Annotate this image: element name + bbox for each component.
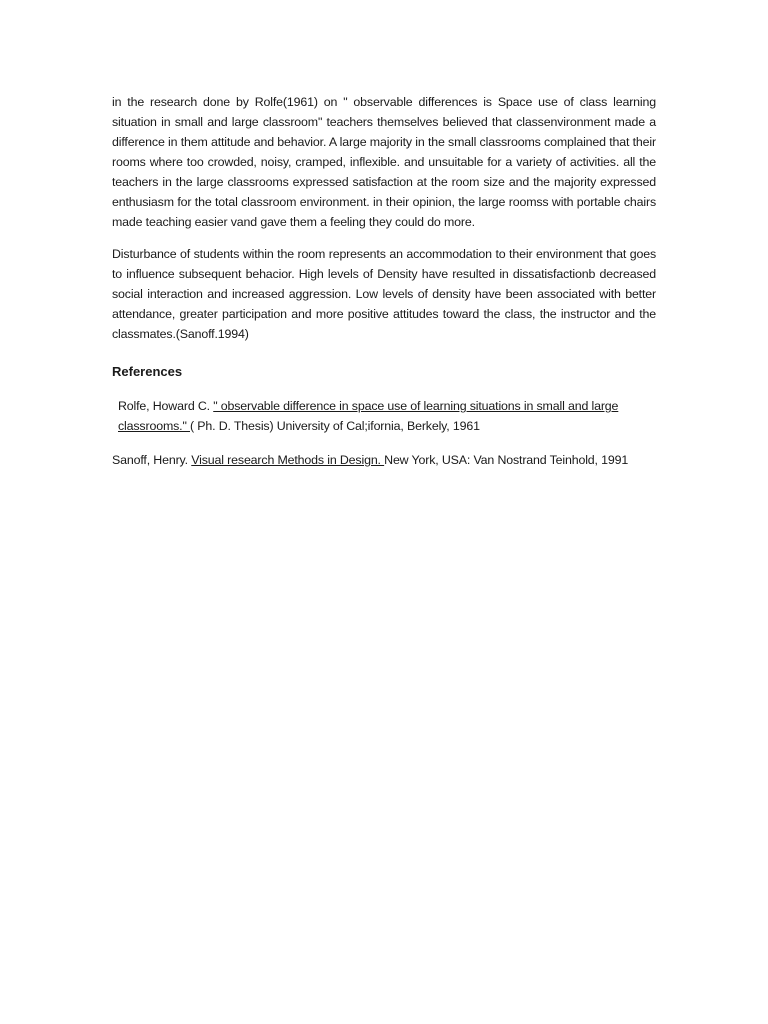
reference-rolfe	[112, 396, 656, 436]
reference-sanoff	[112, 450, 656, 470]
paragraph-density: Disturbance of students within the room represents an accommodation to their environment that goes to influence subsequent behacior. High levels of Density have resulted in dissatisfactionb decreased social interaction and increased aggression. Low levels of density have been associated with better attendance, greater participation and more positive attitudes toward the class, the instructor and the classmates.(Sanoff.1994)	[112, 247, 656, 341]
reference-rolfe-title: " observable difference in space use of learning situations in small and large classrooms."	[118, 399, 619, 433]
reference-sanoff-details: New York, USA: Van Nostrand Teinhold, 1991	[384, 453, 629, 467]
paragraph-rolfe-study: in the research done by Rolfe(1961) on " observable differences is Space use of class learning situation in small and large classroom" teachers themselves believed that classenvironment made a difference in them attitude and behavior. A large majority in the small classrooms complained that their rooms where too crowded, noisy, cramped, inflexible. and unsuitable for a variety of activities. all the teachers in the large classrooms expressed satisfaction at the room size and the majority expressed enthusiasm for the total classroom environment. in their opinion, the large roomss with portable chairs made teaching easier vand gave them a feeling they could do more.	[112, 95, 656, 229]
document-body	[112, 92, 656, 470]
reference-sanoff-title: Visual research Methods in Design.	[191, 453, 385, 467]
references-heading: References	[112, 364, 183, 379]
reference-sanoff-author: Sanoff, Henry.	[112, 453, 192, 467]
reference-rolfe-author: Rolfe, Howard C.	[118, 399, 214, 413]
reference-rolfe-details: ( Ph. D. Thesis) University of Cal;ifornia, Berkely, 1961	[190, 419, 480, 433]
